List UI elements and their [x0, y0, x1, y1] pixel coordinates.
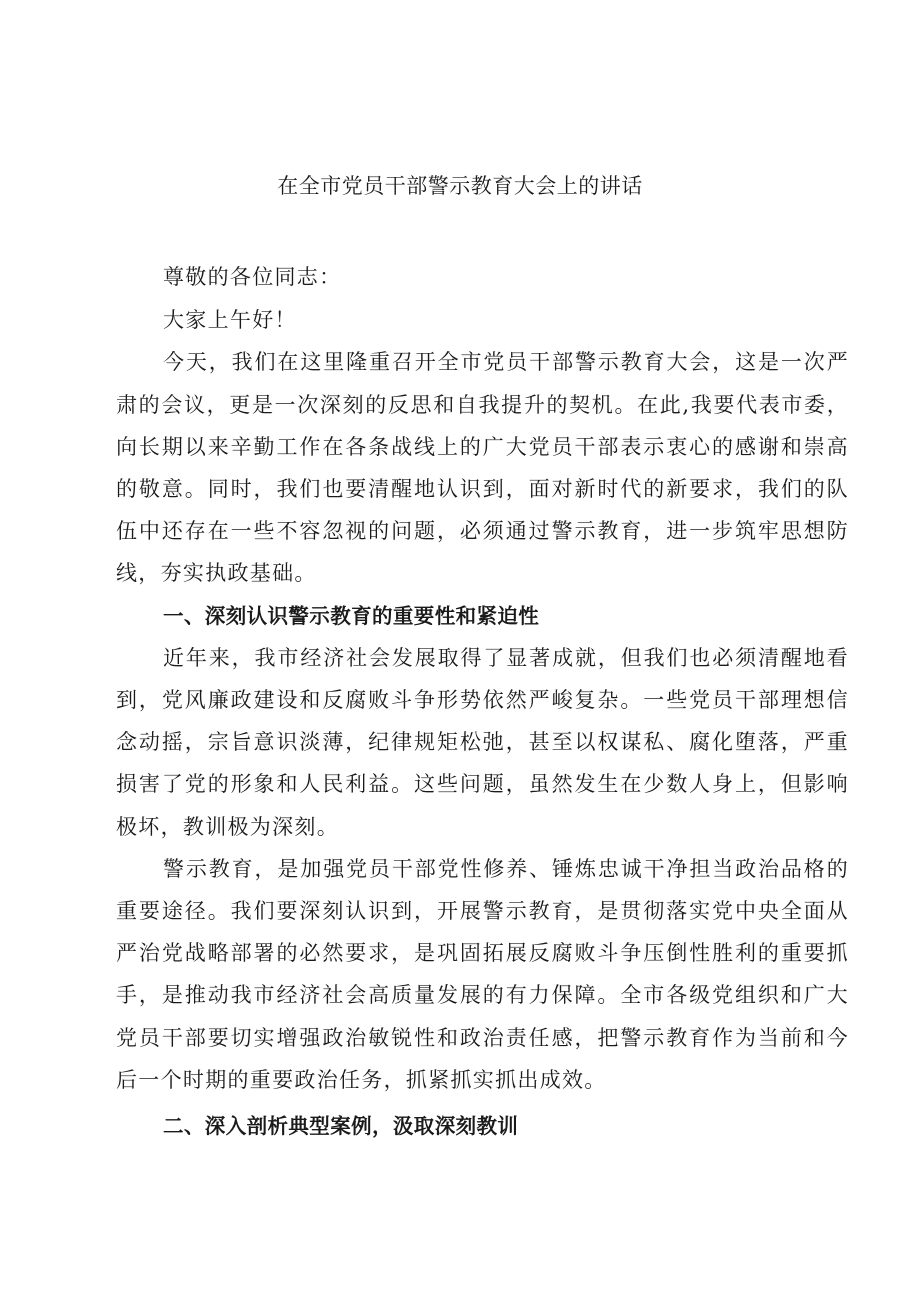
intro-paragraph: 今天，我们在这里隆重召开全市党员干部警示教育大会，这是一次严肃的会议，更是一次深刻的反思和自我提升的契机。在此,我要代表市委，向长期以来辛勤工作在各条战线上的广大党员干部表示衷心的感谢和崇高的敬意。同时，我们也要清醒地认识到，面对新时代的新要求，我们的队伍中还存在一些不容忽视的问题，必须通过警示教育，进一步筑牢思想防线，夯实执政基础。	[116, 350, 849, 586]
document-title: 在全市党员干部警示教育大会上的讲话	[277, 174, 643, 198]
greeting: 大家上午好！	[163, 308, 297, 333]
section-heading-2: 二、深入剖析典型案例，汲取深刻教训	[163, 1114, 519, 1139]
document-body	[116, 256, 849, 1147]
salutation: 尊敬的各位同志：	[163, 265, 342, 289]
section-heading-1: 一、深刻认识警示教育的重要性和紧迫性	[163, 603, 540, 628]
section1-paragraph-1: 近年来，我市经济社会发展取得了显著成就，但我们也必须清醒地看到，党风廉政建设和反腐败斗争形势依然严峻复杂。一些党员干部理想信念动摇，宗旨意识淡薄，纪律规矩松弛，甚至以权谋私、腐化堕落，严重损害了党的形象和人民利益。这些问题，虽然发生在少数人身上，但影响极坏，教训极为深刻。	[116, 645, 849, 839]
section1-paragraph-2: 警示教育，是加强党员干部党性修养、锤炼忠诚干净担当政治品格的重要途径。我们要深刻认识到，开展警示教育，是贯彻落实党中央全面从严治党战略部署的必然要求，是巩固拓展反腐败斗争压倒性胜利的重要抓手，是推动我市经济社会高质量发展的有力保障。全市各级党组织和广大党员干部要切实增强政治敏锐性和政治责任感，把警示教育作为当前和今后一个时期的重要政治任务，抓紧抓实抓出成效。	[116, 856, 849, 1092]
